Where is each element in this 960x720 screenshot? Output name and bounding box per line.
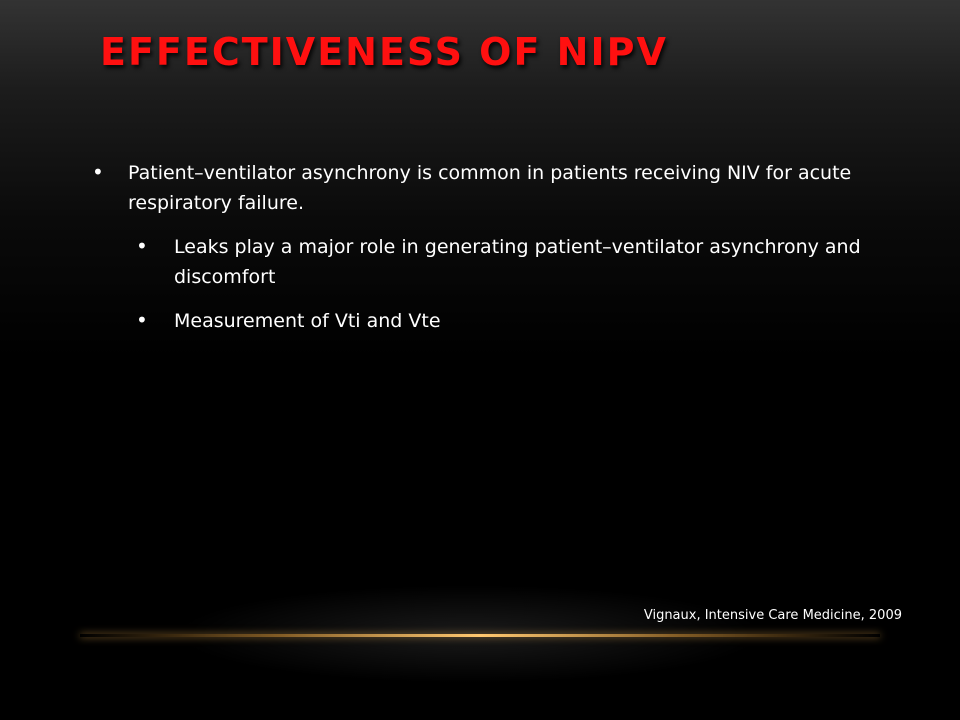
bullet-list xyxy=(90,158,890,350)
decorative-glow-line xyxy=(80,634,880,637)
bullet-text: Patient–ventilator asynchrony is common in patients receiving NIV for acute respiratory failure. xyxy=(128,162,852,214)
bullet-item-level-1 xyxy=(90,158,890,218)
bullet-text: Leaks play a major role in generating patient–ventilator asynchrony and discomfort xyxy=(174,236,861,288)
slide-title: EFFECTIVENESS OF NIPV xyxy=(100,30,668,74)
bullet-text: Measurement of Vti and Vte xyxy=(174,310,441,332)
bullet-dot-icon: • xyxy=(136,234,148,258)
bullet-dot-icon: • xyxy=(92,160,104,184)
bullet-item-level-2 xyxy=(90,232,890,292)
bullet-dot-icon: • xyxy=(136,308,148,332)
citation: Vignaux, Intensive Care Medicine, 2009 xyxy=(643,608,902,623)
bullet-item-level-2 xyxy=(90,306,890,336)
